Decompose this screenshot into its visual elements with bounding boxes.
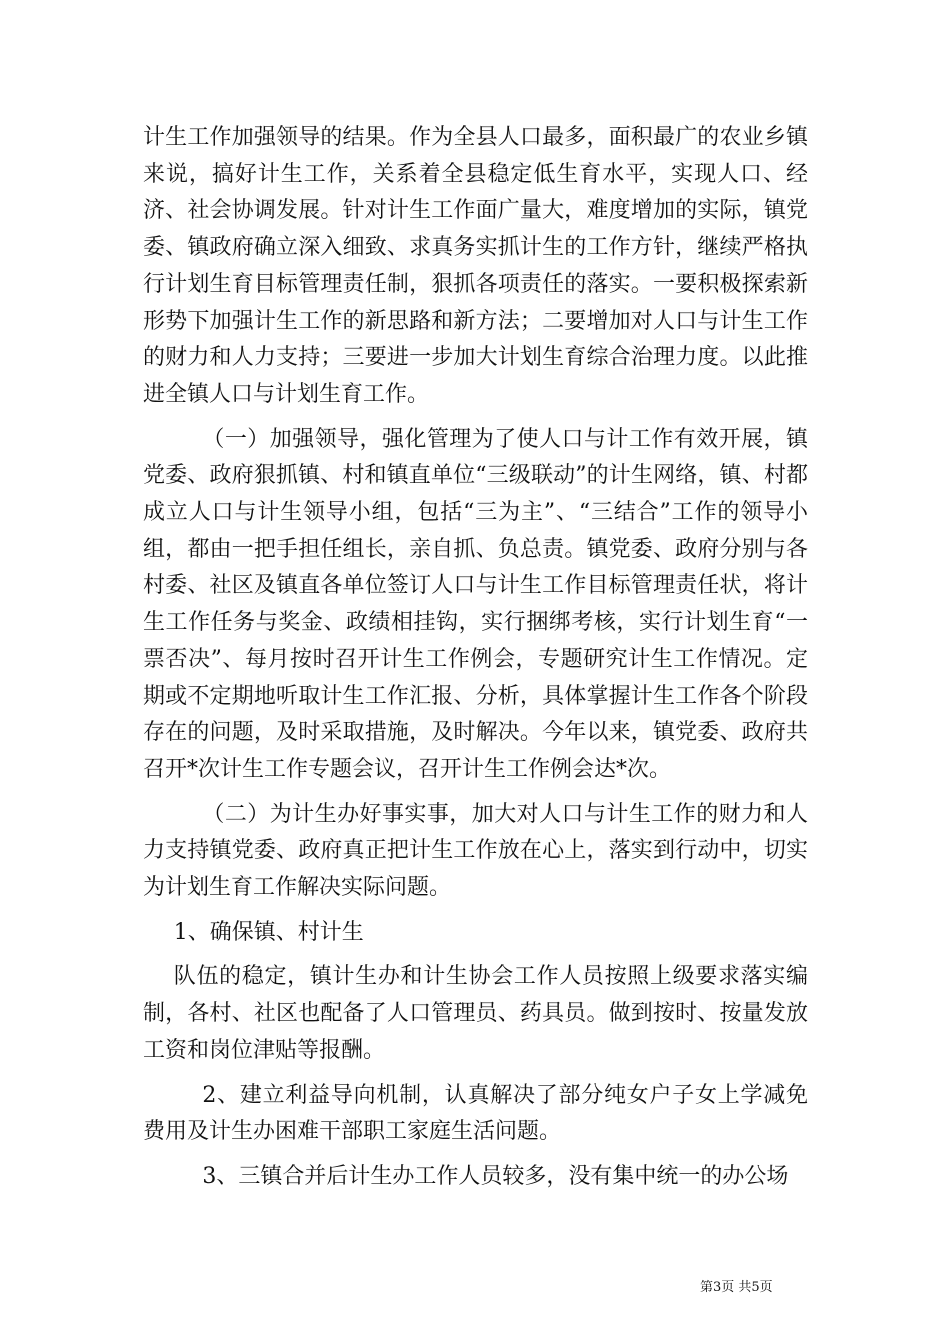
paragraph-intro: 计生工作加强领导的结果。作为全县人口最多，面积最广的农业乡镇来说，搞好计生工作，关系着全县稳定低生育水平，实现人口、经济、社会协调发展。针对计生工作面广量大，难度增加的实际，镇党委、镇政府确立深入细致、求真务实抓计生的工作方针，继续严格执行计划生育目标管理责任制，狠抓各项责任的落实。一要积极探索新形势下加强计生工作的新思路和新方法；二要增加对人口与计生工作的财力和人力支持；三要进一步加大计划生育综合治理力度。以此推进全镇人口与计划生育工作。 xyxy=(143,125,808,407)
document-body xyxy=(143,120,808,1196)
paragraph-item-3: 3、三镇合并后计生办工作人员较多，没有集中统一的办公场 xyxy=(202,1163,789,1189)
paragraph-item-1-body: 队伍的稳定，镇计生办和计生协会工作人员按照上级要求落实编制，各村、社区也配备了人口管理员、药具员。做到按时、按量发放工资和岗位津贴等报酬。 xyxy=(143,964,808,1063)
paragraph-item-1-heading: 1、确保镇、村计生 xyxy=(173,919,364,945)
paragraph-item-2: 2、建立利益导向机制，认真解决了部分纯女户子女上学减免费用及计生办困难干部职工家庭生活问题。 xyxy=(143,1082,808,1145)
page-number: 第3页 共5页 xyxy=(700,1280,773,1295)
paragraph-section-1: （一）加强领导，强化管理为了使人口与计工作有效开展，镇党委、政府狠抓镇、村和镇直单位“三级联动”的计生网络，镇、村都成立人口与计生领导小组，包括“三为主”、“三结合”工作的领导小组，都由一把手担任组长，亲自抓、负总责。镇党委、政府分别与各村委、社区及镇直各单位签订人口与计生工作目标管理责任状，将计生工作任务与奖金、政绩相挂钩，实行捆绑考核，实行计划生育“一票否决”、每月按时召开计生工作例会，专题研究计生工作情况。定期或不定期地听取计生工作汇报、分析，具体掌握计生工作各个阶段存在的问题，及时采取措施，及时解决。今年以来，镇党委、政府共召开*次计生工作专题会议，召开计生工作例会达*次。 xyxy=(143,426,808,782)
paragraph-section-2: （二）为计生办好事实事，加大对人口与计生工作的财力和人力支持镇党委、政府真正把计生工作放在心上，落实到行动中，切实为计划生育工作解决实际问题。 xyxy=(143,801,808,901)
